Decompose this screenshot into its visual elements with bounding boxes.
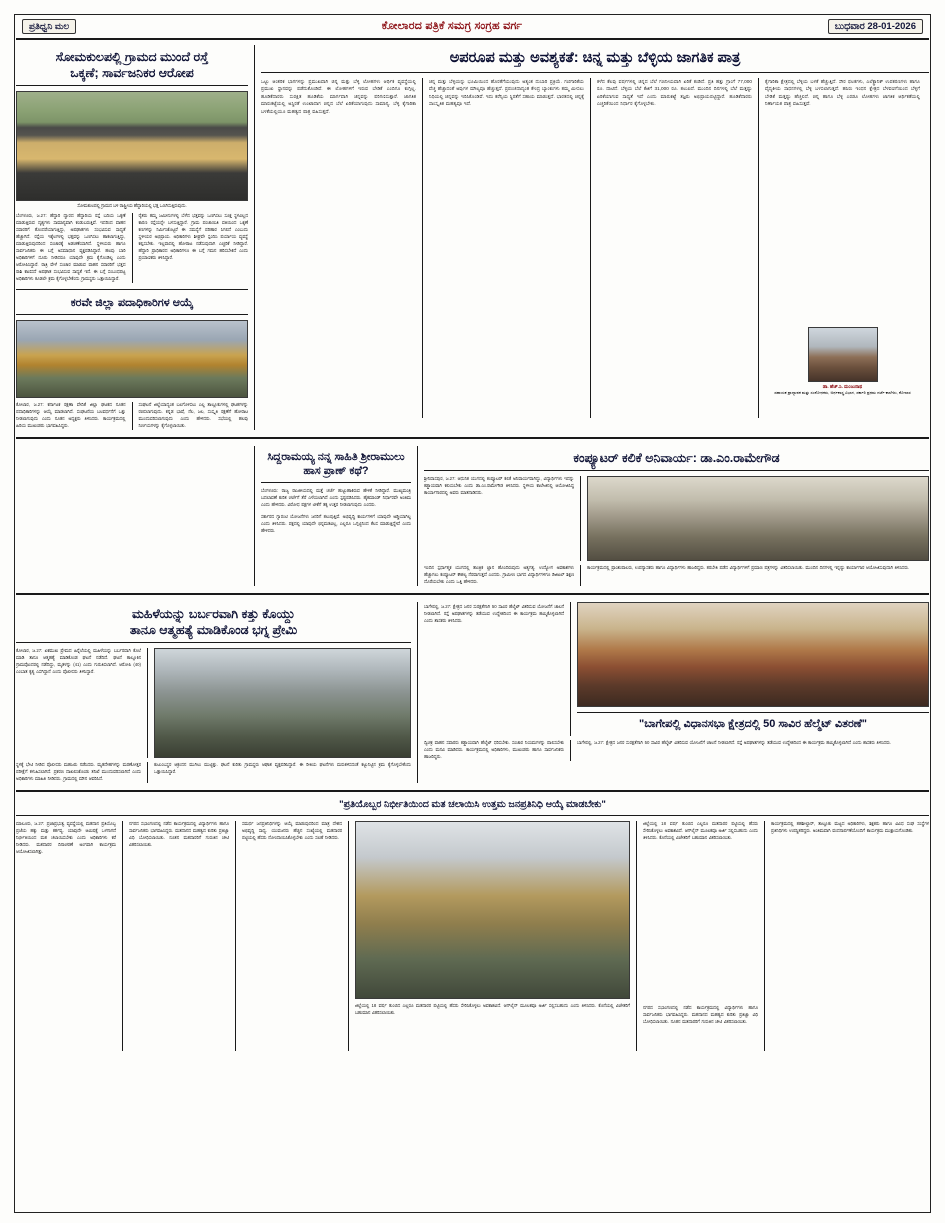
divider (590, 78, 591, 418)
divider (147, 762, 148, 783)
vote-column-2: ನಗರದ ಸಭಾಂಗಣದಲ್ಲಿ ನಡೆದ ಕಾರ್ಯಕ್ರಮದಲ್ಲಿ ವಿದ್ಯಾರ್ಥಿಗಳು ಹಾಗೂ ಸಾರ್ವಜನಿಕರು ಭಾಗವಹಿಸಿದ್ದರು. ಮತದಾನದ ಮಹತ್ವದ ಕುರಿತು ಪ್ರತಿಜ್ಞಾ ವಿಧಿ ಬೋಧಿಸಲಾಯಿತು. ನೂತನ ಮತದಾರರಿಗೆ ಗುರುತಿನ ಚೀಟಿ ವಿತರಿಸಲಾಯಿತು. (129, 821, 229, 848)
siddu-column-1: ಬೆಂಗಳೂರು: ರಾಜ್ಯ ರಾಜಕೀಯದಲ್ಲಿ ಮತ್ತೆ ಚರ್ಚೆ ಹುಟ್ಟುಹಾಕಿರುವ ಹೇಳಿಕೆ ನೀಡಿದ್ದಾರೆ. ಮುಖ್ಯಮಂತ್ರಿ ಬದಲಾವಣೆ ಕುರಿತ ಚರ್ಚೆಗೆ ತೆರೆ ಎಳೆಯಲಾಗಿದೆ ಎಂದು ಸ್ಪಷ್ಟಪಡಿಸಿದರು. ಹೈಕಮಾಂಡ್ ನಿರ್ಧಾರವೇ ಅಂತಿಮ ಎಂದು ಹೇಳಿದರು. ವಿರೋಧ ಪಕ್ಷಗಳ ಟೀಕೆಗೆ ತಕ್ಕ ಉತ್ತರ ನೀಡಲಾಗುವುದು ಎಂದರು. (261, 488, 411, 507)
gold-column-4: ಕೈಗಾರಿಕಾ ಕ್ಷೇತ್ರದಲ್ಲಿ ಬೆಳ್ಳಿಯ ಬಳಕೆ ಹೆಚ್ಚುತ್ತಿದೆ. ಸೌರ ಫಲಕಗಳು, ಎಲೆಕ್ಟ್ರಾನಿಕ್ ಉಪಕರಣಗಳು ಹಾಗೂ ವೈದ್ಯಕೀಯ ಸಾಧನಗಳಲ್ಲಿ ಬೆಳ್ಳಿ ಬಳಸಲಾಗುತ್ತದೆ. ಹಸಿರು ಇಂಧನ ಕ್ಷೇತ್ರದ ಬೆಳವಣಿಗೆಯಿಂದ ಬೆಳ್ಳಿಗೆ ಬೇಡಿಕೆ ಮತ್ತಷ್ಟು ಹೆಚ್ಚಲಿದೆ. ಚಿನ್ನ ಹಾಗೂ ಬೆಳ್ಳಿ ಎರಡೂ ಲೋಹಗಳು ಜಾಗತಿಕ ಆರ್ಥಿಕತೆಯಲ್ಲಿ ನಿರ್ಣಾಯಕ ಪಾತ್ರ ವಹಿಸುತ್ತವೆ. (765, 78, 920, 107)
divider (16, 593, 929, 595)
district-photo (16, 320, 248, 398)
helmet-headline: "ಬಾಗೇಪಲ್ಲಿ ವಿಧಾನಸಭಾ ಕ್ಷೇತ್ರದಲ್ಲಿ 50 ಸಾವಿರ ಹೆಲ್ಮೆಟ್ ವಿತರಣೆ" (577, 712, 929, 731)
divider (570, 602, 571, 736)
road-photo (16, 91, 248, 201)
divider (570, 740, 571, 761)
computer-column-3: ಕಾರ್ಯಕ್ರಮದಲ್ಲಿ ಪ್ರಾಂಶುಪಾಲರು, ಉಪನ್ಯಾಸಕರು ಹಾಗೂ ವಿದ್ಯಾರ್ಥಿಗಳು ಹಾಜರಿದ್ದರು. ತರಬೇತಿ ಪಡೆದ ವಿದ್ಯಾರ್ಥಿಗಳಿಗೆ ಪ್ರಮಾಣ ಪತ್ರಗಳನ್ನು ವಿತರಿಸಲಾಯಿತು. ಮುಂದಿನ ದಿನಗಳಲ್ಲಿ ಇನ್ನಷ್ಟು ಕಾರ್ಯಾಗಾರ ಆಯೋಜಿಸುವುದಾಗಿ ತಿಳಿಸಿದರು. (587, 564, 910, 570)
computer-story (424, 446, 929, 586)
divider (122, 821, 123, 1051)
divider (417, 602, 418, 783)
divider (580, 565, 581, 586)
author-designation: ಸಹಾಯಕ ಪ್ರಾಧ್ಯಾಪಕ ಮತ್ತು ಸಂಶೋಧಕರು, ಅರ್ಥಶಾಸ್ತ್ರ ವಿಭಾಗ, ಸರ್ಕಾರಿ ಪ್ರಥಮ ದರ್ಜೆ ಕಾಲೇಜು, ಕೋಲಾರ (774, 389, 911, 395)
divider (16, 437, 929, 439)
masthead (16, 14, 929, 40)
divider (132, 402, 133, 430)
divider (235, 821, 236, 1051)
divider (580, 476, 581, 561)
gold-column-4-wrap (765, 78, 920, 418)
helmet-story (424, 602, 929, 783)
divider (132, 213, 133, 283)
helmet-column-2: ದ್ವಿಚಕ್ರ ವಾಹನ ಸವಾರರು ಕಡ್ಡಾಯವಾಗಿ ಹೆಲ್ಮೆಟ್ ಧರಿಸಬೇಕು. ಸಂಚಾರ ನಿಯಮಗಳನ್ನು ಪಾಲಿಸಬೇಕು ಎಂದು ಮನವಿ ಮಾಡಿದರು. ಕಾರ್ಯಕ್ರಮದಲ್ಲಿ ಅಧಿಕಾರಿಗಳು, ಮುಖಂಡರು ಹಾಗೂ ಸಾರ್ವಜನಿಕರು ಹಾಜರಿದ್ದರು. (424, 739, 564, 759)
crime-story (16, 602, 411, 783)
divider (764, 821, 765, 1051)
divider (16, 289, 248, 290)
vote-column-1: ಮಾಲೂರು, ಜ.27: ಪ್ರಜಾಪ್ರಭುತ್ವ ವ್ಯವಸ್ಥೆಯಲ್ಲಿ ಮತದಾನ ಪ್ರತಿಯೊಬ್ಬ ಪ್ರಜೆಯ ಹಕ್ಕು ಮತ್ತು ಕರ್ತವ್ಯ. ಯಾವುದೇ ಆಮಿಷಕ್ಕೆ ಒಳಗಾಗದೆ ನಿರ್ಭೀತಿಯಿಂದ ಮತ ಚಲಾಯಿಸಬೇಕು ಎಂದು ಅಧಿಕಾರಿಗಳು ಕರೆ ನೀಡಿದರು. ಮತದಾರರ ದಿನಾಚರಣೆ ಅಂಗವಾಗಿ ಕಾರ್ಯಕ್ರಮ ಆಯೋಜಿಸಲಾಗಿತ್ತು. (16, 821, 116, 855)
helmet-photo (577, 602, 929, 707)
top-section (16, 45, 929, 430)
crime-column-2: ಸ್ಥಳಕ್ಕೆ ಭೇಟಿ ನೀಡಿದ ಪೊಲೀಸರು ಮಹಜರು ನಡೆಸಿದರು. ಮೃತದೇಹಗಳನ್ನು ಮರಣೋತ್ತರ ಪರೀಕ್ಷೆಗೆ ಕಳುಹಿಸಲಾಗಿದೆ. ಪ್ರಕರಣ ದಾಖಲಿಸಿಕೊಂಡು ತನಿಖೆ ಮುಂದುವರಿಸಲಾಗಿದೆ ಎಂದು ಅಧಿಕಾರಿಗಳು ಮಾಹಿತಿ ನೀಡಿದರು. ಗ್ರಾಮದಲ್ಲಿ ಮೌನ ಆವರಿಸಿದೆ. (16, 761, 141, 781)
road-headline (16, 49, 248, 86)
road-story (16, 45, 248, 430)
masthead-title: ಕೋಲಾರದ ಪತ್ರಿಕೆ ಸಮಗ್ರ ಸಂಗ್ರಹ ವರ್ಗ (381, 19, 523, 32)
vote-column-4-wrap (643, 821, 758, 1051)
vote-headline: "ಪ್ರತಿಯೊಬ್ಬರ ನಿರ್ಭೀತಿಯಿಂದ ಮತ ಚಲಾಯಿಸಿ ಉತ್ತಮ ಜನಪ್ರತಿನಿಧಿ ಆಯ್ಕೆ ಮಾಡಬೇಕು" (16, 799, 929, 817)
vote-photo-text: ಜಿಲ್ಲೆಯಲ್ಲಿ 18 ವರ್ಷ ತುಂಬಿದ ಎಲ್ಲರೂ ಮತದಾರರ ಪಟ್ಟಿಯಲ್ಲಿ ಹೆಸರು ಸೇರಿಸಿಕೊಳ್ಳಲು ಅವಕಾಶವಿದೆ. ಆನ್‌ಲೈನ್ ಮೂಲಕವೂ ಅರ್ಜಿ ಸಲ್ಲಿಸಬಹುದು ಎಂದು ತಿಳಿಸಿದರು. ಕೊನೆಯಲ್ಲಿ ವಿಜೇತರಿಗೆ ಬಹುಮಾನ ವಿತರಿಸಲಾಯಿತು. (355, 1003, 630, 1016)
author-portrait (808, 327, 878, 382)
road-photo-caption: ಸೋಮಕುಲಪಲ್ಲಿ ಗ್ರಾಮದ ಬಳಿ ರಾಷ್ಟ್ರೀಯ ಹೆದ್ದಾರಿಯಲ್ಲಿ ಭತ್ತ ಒಣಗಿಸುತ್ತಿರುವುದು. (77, 203, 187, 208)
crime-headline-line1: ಮಹಿಳೆಯನ್ನು ಬರ್ಬರವಾಗಿ ಕತ್ತು ಕೊಯ್ದು (132, 606, 295, 621)
computer-column-2: ಇಂದಿನ ಸ್ಪರ್ಧಾತ್ಮಕ ಯುಗದಲ್ಲಿ ತಾಂತ್ರಿಕ ಜ್ಞಾನ ಹೊಂದಿರುವುದು ಅತ್ಯಗತ್ಯ. ಉದ್ಯೋಗ ಅವಕಾಶಗಳು ಹೆಚ್ಚಾಗಲು ಕಂಪ್ಯೂಟರ್ ಕೌಶಲ್ಯ ನೆರವಾಗುತ್ತದೆ ಎಂದರು. ಗ್ರಾಮೀಣ ಭಾಗದ ವಿದ್ಯಾರ್ಥಿಗಳಿಗೂ ಡಿಜಿಟಲ್ ಶಿಕ್ಷಣ ದೊರೆಯಬೇಕು ಎಂದು ಒತ್ತಿ ಹೇಳಿದರು. (424, 564, 574, 584)
crime-headline (16, 606, 411, 643)
vote-column-4: ಜಿಲ್ಲೆಯಲ್ಲಿ 18 ವರ್ಷ ತುಂಬಿದ ಎಲ್ಲರೂ ಮತದಾರರ ಪಟ್ಟಿಯಲ್ಲಿ ಹೆಸರು ಸೇರಿಸಿಕೊಳ್ಳಲು ಅವಕಾಶವಿದೆ. ಆನ್‌ಲೈನ್ ಮೂಲಕವೂ ಅರ್ಜಿ ಸಲ್ಲಿಸಬಹುದು ಎಂದು ತಿಳಿಸಿದರು. ಕೊನೆಯಲ್ಲಿ ವಿಜೇತರಿಗೆ ಬಹುಮಾನ ವಿತರಿಸಲಾಯಿತು. (643, 821, 758, 841)
road-column-1: ಬೆಂಗಳೂರು, ಜ.27: ಹೆದ್ದಾರಿ ದ್ವಾರದ ಹೆದ್ದಾರಿಯ ರಸ್ತೆ ಬದಿಯ ಒಕ್ಕಣೆ ಮಾಡುತ್ತಿರುವ ದೃಶ್ಯಗಳು ಸಾಮಾನ್ಯವಾಗಿ ಕಂಡುಬರುತ್ತಿವೆ. ಇದರಿಂದ ವಾಹನ ಸವಾರರಿಗೆ ತೊಂದರೆಯಾಗುತ್ತಿದ್ದು, ಅಪಘಾತಗಳು ಸಂಭವಿಸುವ ಸಾಧ್ಯತೆ ಹೆಚ್ಚಾಗಿದೆ. ರಸ್ತೆಯ ಇಕ್ಕೆಲಗಳಲ್ಲಿ ಭತ್ತವನ್ನು ಒಣಗಿಸಲು ಹಾಕಲಾಗುತ್ತಿದ್ದು, ಮಾಡುತ್ತಿರುವುದರಿಂದ ಸಂಚಾರಕ್ಕೆ ಅಡಚಣೆಯಾಗಿದೆ. ಸ್ಥಳೀಯರು ಹಾಗೂ ಸಾರ್ವಜನಿಕರು ಈ ಬಗ್ಗೆ ಅಸಮಾಧಾನ ವ್ಯಕ್ತಪಡಿಸಿದ್ದಾರೆ. ಹಲವು ಬಾರಿ ಅಧಿಕಾರಿಗಳಿಗೆ ದೂರು ನೀಡಿದರೂ ಯಾವುದೇ ಕ್ರಮ ಕೈಗೊಂಡಿಲ್ಲ ಎಂದು ಆರೋಪಿಸಿದ್ದಾರೆ. ರಾತ್ರಿ ವೇಳೆ ಸಂಚಾರ ಮಾಡುವ ವಾಹನ ಸವಾರರಿಗೆ ಭತ್ತದ ರಾಶಿ ಕಾಣಿಸದೆ ಅಪಘಾತ ಸಂಭವಿಸುವ ಸಾಧ್ಯತೆ ಇದೆ. ಈ ಬಗ್ಗೆ ಸಂಬಂಧಪಟ್ಟ ಅಧಿಕಾರಿಗಳು ಕೂಡಲೇ ಕ್ರಮ ಕೈಗೊಳ್ಳಬೇಕೆಂದು ಗ್ರಾಮಸ್ಥರು ಒತ್ತಾಯಿಸಿದ್ದಾರೆ. (16, 213, 126, 282)
masthead-date: ಬುಧವಾರ 28-01-2026 (828, 19, 923, 34)
divider (636, 821, 637, 1051)
vote-column-4b: ನಗರದ ಸಭಾಂಗಣದಲ್ಲಿ ನಡೆದ ಕಾರ್ಯಕ್ರಮದಲ್ಲಿ ವಿದ್ಯಾರ್ಥಿಗಳು ಹಾಗೂ ಸಾರ್ವಜನಿಕರು ಭಾಗವಹಿಸಿದ್ದರು. ಮತದಾನದ ಮಹತ್ವದ ಕುರಿತು ಪ್ರತಿಜ್ಞಾ ವಿಧಿ ಬೋಧಿಸಲಾಯಿತು. ನೂತನ ಮತದಾರರಿಗೆ ಗುರುತಿನ ಚೀಟಿ ವಿತರಿಸಲಾಯಿತು. (643, 1005, 758, 1025)
divider (758, 78, 759, 418)
siddu-story (261, 446, 411, 586)
computer-headline: ಕಂಪ್ಯೂಟರ್ ಕಲಿಕೆ ಅನಿವಾರ್ಯ: ಡಾ.ಎಂ.ರಾಮೇಗೌಡ (424, 450, 929, 471)
divider (254, 446, 255, 586)
district-headline: ಕರವೇ ಜಿಲ್ಲಾ ಪದಾಧಿಕಾರಿಗಳ ಆಯ್ಕೆ (16, 296, 248, 315)
vote-photo (355, 821, 630, 999)
siddu-column-2: ಸರ್ಕಾರದ ಗ್ಯಾರಂಟಿ ಯೋಜನೆಗಳು ಜನರಿಗೆ ತಲುಪುತ್ತಿವೆ. ಅಭಿವೃದ್ಧಿ ಕಾರ್ಯಗಳಿಗೆ ಯಾವುದೇ ಅಡ್ಡಿಯಾಗಿಲ್ಲ ಎಂದು ತಿಳಿಸಿದರು. ಪಕ್ಷದಲ್ಲಿ ಯಾವುದೇ ಭಿನ್ನಮತವಿಲ್ಲ, ಎಲ್ಲರೂ ಒಗ್ಗಟ್ಟಿನಿಂದ ಕೆಲಸ ಮಾಡುತ್ತಿದ್ದೇವೆ ಎಂದು ಹೇಳಿದರು. (261, 513, 411, 533)
gold-feature-story (261, 45, 929, 430)
computer-column-1: ಶ್ರೀನಿವಾಸಪುರ, ಜ.27: ಆಧುನಿಕ ಯುಗದಲ್ಲಿ ಕಂಪ್ಯೂಟರ್ ಕಲಿಕೆ ಅನಿವಾರ್ಯವಾಗಿದ್ದು, ವಿದ್ಯಾರ್ಥಿಗಳು ಇದನ್ನು ಕಡ್ಡಾಯವಾಗಿ ಕಲಿಯಬೇಕು ಎಂದು ಡಾ.ಎಂ.ರಾಮೇಗೌಡ ತಿಳಿಸಿದರು. ಸ್ಥಳೀಯ ಕಾಲೇಜಿನಲ್ಲಿ ಆಯೋಜಿಸಿದ್ದ ಕಾರ್ಯಾಗಾರದಲ್ಲಿ ಅವರು ಮಾತನಾಡಿದರು. (424, 475, 574, 495)
vote-column-3: ಸಮರ್ಥ ಜನಪ್ರತಿನಿಧಿಗಳನ್ನು ಆಯ್ಕೆ ಮಾಡುವುದರಿಂದ ಮಾತ್ರ ದೇಶದ ಅಭಿವೃದ್ಧಿ ಸಾಧ್ಯ. ಯುವಜನರು ಹೆಚ್ಚಿನ ಸಂಖ್ಯೆಯಲ್ಲಿ ಮತದಾರರ ಪಟ್ಟಿಯಲ್ಲಿ ಹೆಸರು ನೋಂದಾಯಿಸಿಕೊಳ್ಳಬೇಕು ಎಂದು ಸಲಹೆ ನೀಡಿದರು. (242, 821, 342, 841)
divider (422, 78, 423, 418)
gold-headline: ಅಪರೂಪ ಮತ್ತು ಅವಶ್ಯಕತೆ: ಚಿನ್ನ ಮತ್ತು ಬೆಳ್ಳಿಯ ಜಾಗತಿಕ ಪಾತ್ರ (261, 49, 929, 73)
vote-column-5: ಕಾರ್ಯಕ್ರಮದಲ್ಲಿ ತಹಶೀಲ್ದಾರ್, ತಾಲ್ಲೂಕು ಮಟ್ಟದ ಅಧಿಕಾರಿಗಳು, ಶಿಕ್ಷಕರು ಹಾಗೂ ವಿವಿಧ ಸಂಘ ಸಂಸ್ಥೆಗಳ ಪ್ರತಿನಿಧಿಗಳು ಉಪಸ್ಥಿತರಿದ್ದರು. ಅಂತಿಮವಾಗಿ ವಂದನಾರ್ಪಣೆಯೊಂದಿಗೆ ಕಾರ್ಯಕ್ರಮ ಮುಕ್ತಾಯಗೊಂಡಿತು. (771, 821, 929, 834)
vote-story (16, 799, 929, 1052)
road-headline-line2: ಒಕ್ಕಣೆ; ಸಾರ್ವಜನಿಕರ ಆರೋಪ (70, 66, 194, 80)
district-column-2: ಸಂಘಟನೆ ಜಿಲ್ಲೆಯಾದ್ಯಂತ ಬಲಗೊಳಿಸಲು ಎಲ್ಲ ತಾಲ್ಲೂಕುಗಳಲ್ಲಿ ಘಟಕಗಳನ್ನು ರಚಿಸಲಾಗುವುದು. ಕನ್ನಡ ಭಾಷೆ, ನೆಲ, ಜಲ, ಸಂಸ್ಕೃತಿ ರಕ್ಷಣೆಗೆ ಹೋರಾಟ ಮುಂದುವರಿಸಲಾಗುವುದು ಎಂದು ಹೇಳಿದರು. ಸಭೆಯಲ್ಲಿ ಹಲವು ನಿರ್ಣಯಗಳನ್ನು ಕೈಗೊಳ್ಳಲಾಯಿತು. (138, 402, 248, 428)
helmet-column-2b: ಬಾಗೇಪಲ್ಲಿ, ಜ.27: ಕ್ಷೇತ್ರದ ಜನರ ಸುರಕ್ಷತೆಗಾಗಿ 50 ಸಾವಿರ ಹೆಲ್ಮೆಟ್ ವಿತರಿಸುವ ಯೋಜನೆಗೆ ಚಾಲನೆ ನೀಡಲಾಗಿದೆ. ರಸ್ತೆ ಅಪಘಾತಗಳನ್ನು ತಡೆಯುವ ಉದ್ದೇಶದಿಂದ ಈ ಕಾರ್ಯಕ್ರಮ ಹಮ್ಮಿಕೊಳ್ಳಲಾಗಿದೆ ಎಂದು ಶಾಸಕರು ತಿಳಿಸಿದರು. (577, 739, 892, 745)
computer-photo (587, 476, 929, 561)
middle-section (16, 446, 929, 586)
masthead-left-badge: ಪ್ರತಿಧ್ವನಿ ಮಲ (22, 19, 76, 34)
divider (254, 45, 255, 430)
vote-photo-wrap (355, 821, 630, 1051)
siddu-headline: ಸಿದ್ದರಾಮಯ್ಯ ನನ್ನ ಸಾಹಿತಿ ಶ್ರೀರಾಮುಲು ಹಾಸ ಪ್ರಾಣ್ ಕಥೆ? (261, 450, 411, 483)
divider (16, 790, 929, 792)
divider (348, 821, 349, 1051)
middle-left-spacer (16, 446, 248, 586)
gold-column-3: ಕಳೆದ ಕೆಲವು ವರ್ಷಗಳಲ್ಲಿ ಚಿನ್ನದ ಬೆಲೆ ಗಣನೀಯವಾಗಿ ಏರಿಕೆ ಕಂಡಿದೆ. ಪ್ರತಿ ಹತ್ತು ಗ್ರಾಂಗೆ 77,000 ರೂ. ದಾಟಿದೆ. ಬೆಳ್ಳಿಯ ಬೆಲೆ ಕೆಜಿಗೆ 31,000 ರೂ. ತಲುಪಿದೆ. ಮುಂದಿನ ದಿನಗಳಲ್ಲಿ ಬೆಲೆ ಮತ್ತಷ್ಟು ಏರಿಕೆಯಾಗುವ ಸಾಧ್ಯತೆ ಇದೆ ಎಂದು ಮಾರುಕಟ್ಟೆ ತಜ್ಞರು ಅಭಿಪ್ರಾಯಪಟ್ಟಿದ್ದಾರೆ. ಹೂಡಿಕೆದಾರರು ಎಚ್ಚರಿಕೆಯಿಂದ ನಿರ್ಧಾರ ಕೈಗೊಳ್ಳಬೇಕು. (597, 78, 752, 107)
author-name: ಡಾ. ಹೆಚ್.ಸಿ. ಮಂಜುನಾಥ (822, 383, 863, 389)
gold-column-2: ಚಿನ್ನ ಮತ್ತು ಬೆಳ್ಳಿಯನ್ನು ಭೂಮಿಯಿಂದ ಹೊರತೆಗೆಯುವುದು ಅತ್ಯಂತ ದುಬಾರಿ ಪ್ರಕ್ರಿಯೆ. ಗಣಿಗಾರಿಕೆಯ ವೆಚ್ಚ ಹೆಚ್ಚಾದಂತೆ ಅವುಗಳ ಮೌಲ್ಯವೂ ಹೆಚ್ಚುತ್ತದೆ. ಪ್ರಪಂಚದಾದ್ಯಂತ ಕೇಂದ್ರ ಬ್ಯಾಂಕುಗಳು ತಮ್ಮ ಮೀಸಲು ನಿಧಿಯಲ್ಲಿ ಚಿನ್ನವನ್ನು ಇರಿಸಿಕೊಂಡಿವೆ. ಇದು ಕರೆನ್ಸಿಯ ಸ್ಥಿರತೆಗೆ ಸಹಾಯ ಮಾಡುತ್ತದೆ. ಭಾರತದಲ್ಲಿ ಚಿನ್ನಕ್ಕೆ ಸಾಂಸ್ಕೃತಿಕ ಮಹತ್ವವೂ ಇದೆ. (429, 78, 584, 107)
crime-column-1: ಕೋಲಾರ, ಜ.27: ಏಕಮುಖ ಪ್ರೇಮದ ಹಿನ್ನೆಲೆಯಲ್ಲಿ ಮಹಿಳೆಯನ್ನು ಬರ್ಬರವಾಗಿ ಕೊಲೆ ಮಾಡಿ ತಾನೂ ಆತ್ಮಹತ್ಯೆ ಮಾಡಿಕೊಂಡ ಘಟನೆ ನಡೆದಿದೆ. ಘಟನೆ ತಾಲ್ಲೂಕಿನ ಗ್ರಾಮವೊಂದರಲ್ಲಿ ನಡೆದಿದ್ದು, ಮೃತಳನ್ನು (41) ಎಂದು ಗುರುತಿಸಲಾಗಿದೆ. ಆರೋಪಿ (40) ಎಂಬಾತ ಕೃತ್ಯ ಎಸಗಿದ್ದಾನೆ ಎಂದು ಪೊಲೀಸರು ತಿಳಿಸಿದ್ದಾರೆ. (16, 647, 141, 674)
crime-column-3: ಕುಟುಂಬಸ್ಥರ ಆಕ್ರಂದನ ಮುಗಿಲು ಮುಟ್ಟಿತ್ತು. ಘಟನೆ ಕುರಿತು ಗ್ರಾಮಸ್ಥರು ಆಘಾತ ವ್ಯಕ್ತಪಡಿಸಿದ್ದಾರೆ. ಈ ರೀತಿಯ ಘಟನೆಗಳು ಮರುಕಳಿಸದಂತೆ ಕಟ್ಟುನಿಟ್ಟಿನ ಕ್ರಮ ಕೈಗೊಳ್ಳಬೇಕೆಂದು ಒತ್ತಾಯಿಸಿದ್ದಾರೆ. (154, 761, 411, 774)
divider (417, 446, 418, 586)
lower-section (16, 602, 929, 783)
helmet-column-1: ಬಾಗೇಪಲ್ಲಿ, ಜ.27: ಕ್ಷೇತ್ರದ ಜನರ ಸುರಕ್ಷತೆಗಾಗಿ 50 ಸಾವಿರ ಹೆಲ್ಮೆಟ್ ವಿತರಿಸುವ ಯೋಜನೆಗೆ ಚಾಲನೆ ನೀಡಲಾಗಿದೆ. ರಸ್ತೆ ಅಪಘಾತಗಳನ್ನು ತಡೆಯುವ ಉದ್ದೇಶದಿಂದ ಈ ಕಾರ್ಯಕ್ರಮ ಹಮ್ಮಿಕೊಳ್ಳಲಾಗಿದೆ ಎಂದು ಶಾಸಕರು ತಿಳಿಸಿದರು. (424, 603, 564, 623)
crime-headline-line2: ತಾನೂ ಆತ್ಮಹತ್ಯೆ ಮಾಡಿಕೊಂಡ ಭಗ್ನ ಪ್ರೇಮಿ (129, 622, 298, 637)
road-headline-line1: ಸೋಮಕುಲಪಲ್ಲಿ ಗ್ರಾಮದ ಮುಂದೆ ರಸ್ತೆ (55, 50, 209, 64)
gold-column-1: ಒಟ್ಟು ಆಂತರಿಕ ಭಾಗಗಳನ್ನು ಪ್ರಮುಖವಾಗಿ ಚಿನ್ನ ಮತ್ತು ಬೆಳ್ಳಿ ಲೋಹಗಳು ಆರ್ಥಿಕ ವ್ಯವಸ್ಥೆಯಲ್ಲಿ ಪ್ರಮುಖ ಸ್ಥಾನವನ್ನು ಪಡೆದುಕೊಂಡಿವೆ. ಈ ಲೋಹಗಳಿಗೆ ಇರುವ ಬೇಡಿಕೆ ಎಂದಿಗೂ ಕುಗ್ಗಿಲ್ಲ. ಹೂಡಿಕೆದಾರರು ಸುರಕ್ಷಿತ ಹೂಡಿಕೆಯ ಮಾರ್ಗವಾಗಿ ಚಿನ್ನವನ್ನು ಪರಿಗಣಿಸುತ್ತಾರೆ. ಜಾಗತಿಕ ಮಾರುಕಟ್ಟೆಯಲ್ಲಿ ಅಸ್ಥಿರತೆ ಉಂಟಾದಾಗ ಚಿನ್ನದ ಬೆಲೆ ಏರಿಕೆಯಾಗುವುದು ಸಾಮಾನ್ಯ. ಬೆಳ್ಳಿ ಕೈಗಾರಿಕಾ ಬಳಕೆಯಲ್ಲಿಯೂ ಮಹತ್ವದ ಪಾತ್ರ ವಹಿಸುತ್ತದೆ. (261, 78, 416, 114)
divider (147, 648, 148, 758)
crime-photo (154, 648, 411, 758)
road-column-2: ರೈತರು ತಮ್ಮ ಜಮೀನುಗಳಲ್ಲಿ ಬೆಳೆದ ಭತ್ತವನ್ನು ಒಣಗಿಸಲು ಸೂಕ್ತ ಸ್ಥಳವಿಲ್ಲದ ಕಾರಣ ರಸ್ತೆಯನ್ನೇ ಬಳಸುತ್ತಿದ್ದಾರೆ. ಗ್ರಾಮ ಪಂಚಾಯಿತಿ ವತಿಯಿಂದ ಒಕ್ಕಣೆ ಕಣಗಳನ್ನು ನಿರ್ಮಿಸಿಕೊಟ್ಟರೆ ಈ ಸಮಸ್ಯೆಗೆ ಪರಿಹಾರ ಸಿಗಲಿದೆ ಎಂಬುದು ಸ್ಥಳೀಯರ ಅಭಿಪ್ರಾಯ. ಅಧಿಕಾರಿಗಳು ಶೀಘ್ರವೇ ಸ್ಪಂದಿಸಿ ಪರ್ಯಾಯ ವ್ಯವಸ್ಥೆ ಕಲ್ಪಿಸಬೇಕು. ಇಲ್ಲವಾದಲ್ಲಿ ಹೋರಾಟ ನಡೆಸುವುದಾಗಿ ಎಚ್ಚರಿಕೆ ನೀಡಿದ್ದಾರೆ. ಹೆದ್ದಾರಿ ಪ್ರಾಧಿಕಾರದ ಅಧಿಕಾರಿಗಳೂ ಈ ಬಗ್ಗೆ ಗಮನ ಹರಿಸಬೇಕಿದೆ ಎಂದು ಪ್ರಯಾಣಿಕರು ತಿಳಿಸಿದ್ದಾರೆ. (138, 213, 248, 261)
district-column-1: ಕೋಲಾರ, ಜ.27: ಕರ್ನಾಟಕ ರಕ್ಷಣಾ ವೇದಿಕೆ ಜಿಲ್ಲಾ ಘಟಕದ ನೂತನ ಪದಾಧಿಕಾರಿಗಳನ್ನು ಆಯ್ಕೆ ಮಾಡಲಾಗಿದೆ. ಸಂಘಟನೆಯ ಬಲವರ್ಧನೆಗೆ ಒತ್ತು ನೀಡಲಾಗುವುದು ಎಂದು ನೂತನ ಅಧ್ಯಕ್ಷರು ತಿಳಿಸಿದರು. ಕಾರ್ಯಕ್ರಮದಲ್ಲಿ ಹಿರಿಯ ಮುಖಂಡರು ಭಾಗವಹಿಸಿದ್ದರು. (16, 402, 126, 428)
district-story (16, 296, 248, 430)
